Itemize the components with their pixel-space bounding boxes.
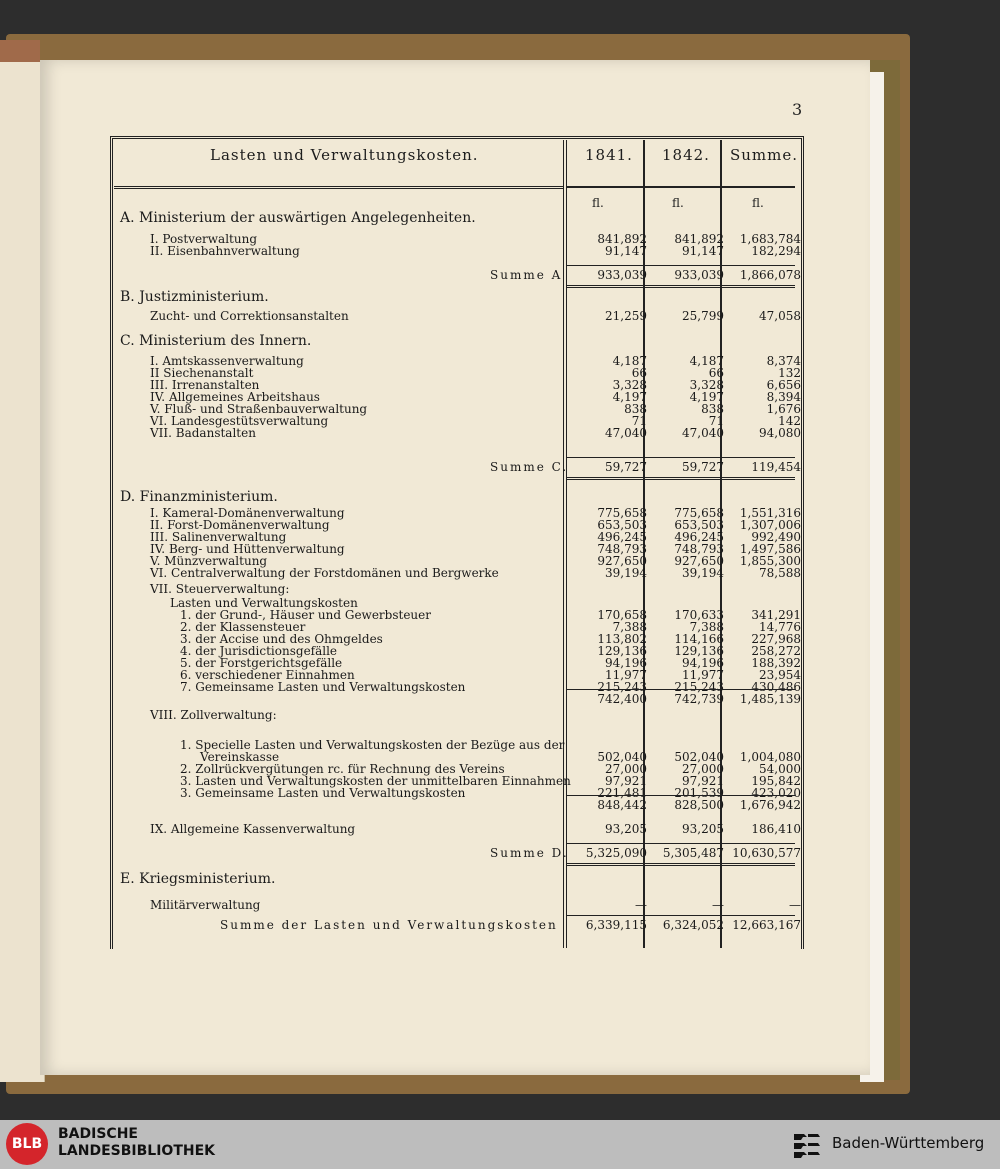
row-label: Lasten und Verwaltungskosten: [170, 596, 358, 610]
value-1841: 4,187: [612, 354, 647, 368]
value-1841: 841,892: [597, 232, 647, 246]
unit-label-summe: fl.: [752, 196, 764, 210]
row-label: Summe C.: [490, 460, 569, 474]
value-1841: 653,503: [597, 518, 647, 532]
baden-wuerttemberg-lions-icon: [790, 1128, 824, 1162]
value-summe: 132: [778, 366, 801, 380]
value-summe: 54,000: [759, 762, 801, 776]
row-label: VII. Steuerverwaltung:: [150, 582, 290, 596]
sum-double-rule: [567, 285, 795, 288]
value-summe: 6,656: [766, 378, 801, 392]
row-label: I. Amtskassenverwaltung: [150, 354, 304, 368]
value-1841: 7,388: [612, 620, 647, 634]
table-header-1842: 1842.: [662, 146, 710, 164]
value-1841: 221,481: [597, 786, 647, 800]
value-summe: 1,676: [766, 402, 801, 416]
value-1842: 25,799: [682, 309, 724, 323]
value-1841: 39,194: [605, 566, 647, 580]
unit-label-1841: fl.: [592, 196, 604, 210]
value-summe: 8,374: [766, 354, 801, 368]
value-1841: 838: [624, 402, 647, 416]
section-heading: A. Ministerium der auswärtigen Angelegenheiten.: [120, 210, 476, 226]
value-summe: 1,676,942: [739, 798, 801, 812]
value-1841: 59,727: [605, 460, 647, 474]
value-summe: 341,291: [751, 608, 801, 622]
unit-label-1842: fl.: [672, 196, 684, 210]
value-1842: 6,324,052: [662, 918, 724, 932]
viewer-footer: [0, 1120, 1000, 1169]
value-1841: 66: [631, 366, 647, 380]
value-1841: 4,197: [612, 390, 647, 404]
value-1841: —: [635, 898, 647, 912]
blb-name-line2: LANDESBIBLIOTHEK: [58, 1143, 216, 1159]
row-label: 2. Zollrückvergütungen rc. für Rechnung des Vereins: [180, 762, 505, 776]
table-header-summe: Summe.: [730, 146, 799, 164]
section-heading: B. Justizministerium.: [120, 289, 269, 305]
value-1841: 27,000: [605, 762, 647, 776]
row-label: Summe A: [490, 268, 563, 282]
page-number: 3: [792, 100, 803, 119]
row-label: II. Eisenbahnverwaltung: [150, 244, 300, 258]
row-label: V. Fluß- und Straßenbauverwaltung: [150, 402, 368, 416]
row-label: 6. verschiedener Einnahmen: [180, 668, 355, 682]
blb-library-name[interactable]: [58, 1126, 215, 1160]
value-1842: 129,136: [674, 644, 724, 658]
value-summe: 1,004,080: [739, 750, 801, 764]
row-label: Vereinskasse: [200, 750, 280, 764]
value-1842: 4,197: [689, 390, 724, 404]
value-1842: 97,921: [682, 774, 724, 788]
value-1842: 201,539: [674, 786, 724, 800]
value-summe: 430,486: [751, 680, 801, 694]
value-1841: 848,442: [597, 798, 647, 812]
sum-rule: [567, 915, 795, 916]
value-1841: 21,259: [605, 309, 647, 323]
section-heading: E. Kriegsministerium.: [120, 871, 276, 887]
value-1841: 71: [631, 414, 647, 428]
row-label: 2. der Klassensteuer: [180, 620, 306, 634]
table-header-title: Lasten und Verwaltungskosten.: [210, 146, 479, 164]
value-1842: 927,650: [674, 554, 724, 568]
row-label: VIII. Zollverwaltung:: [150, 708, 277, 722]
value-1841: 5,325,090: [585, 846, 647, 860]
value-summe: 227,968: [751, 632, 801, 646]
value-1842: 11,977: [682, 668, 724, 682]
baden-wuerttemberg-label[interactable]: Baden-Württemberg: [832, 1134, 985, 1152]
value-1841: 933,039: [597, 268, 647, 282]
row-label: Summe der Lasten und Verwaltungskosten: [220, 918, 558, 932]
value-1842: 114,166: [674, 632, 724, 646]
value-1842: 838: [701, 402, 724, 416]
row-label: Militärverwaltung: [150, 898, 261, 912]
row-label: III. Irrenanstalten: [150, 378, 260, 392]
value-1841: 94,196: [605, 656, 647, 670]
value-1842: 841,892: [674, 232, 724, 246]
value-summe: 182,294: [751, 244, 801, 258]
value-1842: 170,633: [674, 608, 724, 622]
value-1842: 828,500: [674, 798, 724, 812]
sum-rule: [567, 265, 795, 266]
value-1842: 215,243: [674, 680, 724, 694]
value-1841: 6,339,115: [585, 918, 647, 932]
row-label: II Siechenanstalt: [150, 366, 254, 380]
value-1842: 66: [708, 366, 724, 380]
value-1841: 775,658: [597, 506, 647, 520]
value-1841: 927,650: [597, 554, 647, 568]
value-summe: 423,020: [751, 786, 801, 800]
value-1842: 496,245: [674, 530, 724, 544]
value-1841: 11,977: [605, 668, 647, 682]
value-1842: 775,658: [674, 506, 724, 520]
section-heading: C. Ministerium des Innern.: [120, 333, 312, 349]
value-summe: 195,842: [751, 774, 801, 788]
document-page: [40, 60, 870, 1075]
row-label: 3. der Accise und des Ohmgeldes: [180, 632, 383, 646]
value-1841: 742,400: [597, 692, 647, 706]
value-1842: 7,388: [689, 620, 724, 634]
value-summe: 78,588: [759, 566, 801, 580]
value-1841: 215,243: [597, 680, 647, 694]
row-label: V. Münzverwaltung: [150, 554, 268, 568]
value-1841: 113,802: [597, 632, 647, 646]
value-summe: 1,485,139: [739, 692, 801, 706]
value-1841: 93,205: [605, 822, 647, 836]
row-label: IV. Allgemeines Arbeitshaus: [150, 390, 320, 404]
row-label: III. Salinenverwaltung: [150, 530, 287, 544]
sum-double-rule: [567, 863, 795, 866]
row-label: IV. Berg- und Hüttenverwaltung: [150, 542, 345, 556]
value-1842: 91,147: [682, 244, 724, 258]
row-label: 5. der Forstgerichtsgefälle: [180, 656, 343, 670]
value-summe: 186,410: [751, 822, 801, 836]
row-label: 1. Specielle Lasten und Verwaltungskosten der Bezüge aus der: [180, 738, 565, 752]
blb-name-line1: BADISCHE: [58, 1126, 138, 1142]
sum-rule: [567, 689, 795, 690]
value-1842: 4,187: [689, 354, 724, 368]
value-summe: 23,954: [759, 668, 801, 682]
value-1842: 94,196: [682, 656, 724, 670]
row-label: IX. Allgemeine Kassenverwaltung: [150, 822, 356, 836]
column-divider-1841: [563, 140, 567, 948]
value-1842: 502,040: [674, 750, 724, 764]
value-summe: —: [789, 898, 801, 912]
row-label: VI. Landesgestütsverwaltung: [150, 414, 329, 428]
value-summe: 14,776: [759, 620, 801, 634]
value-1842: 742,739: [674, 692, 724, 706]
row-label: I. Postverwaltung: [150, 232, 258, 246]
row-label: II. Forst-Domänenverwaltung: [150, 518, 330, 532]
value-1842: 748,793: [674, 542, 724, 556]
value-1842: 59,727: [682, 460, 724, 474]
value-summe: 94,080: [759, 426, 801, 440]
row-label: VI. Centralverwaltung der Forstdomänen und Bergwerke: [150, 566, 499, 580]
value-1841: 3,328: [612, 378, 647, 392]
sum-double-rule: [567, 477, 795, 480]
sum-rule: [567, 457, 795, 458]
value-1841: 170,658: [597, 608, 647, 622]
value-1841: 91,147: [605, 244, 647, 258]
value-1842: 93,205: [682, 822, 724, 836]
value-summe: 47,058: [759, 309, 801, 323]
value-1842: 71: [708, 414, 724, 428]
value-summe: 8,394: [766, 390, 801, 404]
row-label: 7. Gemeinsame Lasten und Verwaltungskosten: [180, 680, 466, 694]
row-label: 1. der Grund-, Häuser und Gewerbsteuer: [180, 608, 431, 622]
row-label: 3. Lasten und Verwaltungskosten der unmittelbaren Einnahmen: [180, 774, 571, 788]
value-1842: —: [712, 898, 724, 912]
row-label: VII. Badanstalten: [150, 426, 256, 440]
value-summe: 10,630,577: [732, 846, 801, 860]
left-page-edge: [0, 62, 45, 1082]
value-1841: 502,040: [597, 750, 647, 764]
value-summe: 1,683,784: [739, 232, 801, 246]
row-label: Summe D.: [490, 846, 569, 860]
value-1841: 47,040: [605, 426, 647, 440]
value-summe: 1,855,300: [739, 554, 801, 568]
row-label: 3. Gemeinsame Lasten und Verwaltungskosten: [180, 786, 466, 800]
value-summe: 1,551,316: [739, 506, 801, 520]
value-1841: 97,921: [605, 774, 647, 788]
table-header-1841: 1841.: [585, 146, 633, 164]
value-summe: 188,392: [751, 656, 801, 670]
section-heading: D. Finanzministerium.: [120, 489, 278, 505]
value-1842: 5,305,487: [662, 846, 724, 860]
row-label: 4. der Jurisdictionsgefälle: [180, 644, 338, 658]
blb-logo-badge[interactable]: BLB: [6, 1123, 48, 1165]
value-1841: 129,136: [597, 644, 647, 658]
value-1842: 27,000: [682, 762, 724, 776]
value-summe: 1,497,586: [739, 542, 801, 556]
value-summe: 1,307,006: [739, 518, 801, 532]
sum-rule: [567, 795, 795, 796]
value-1842: 39,194: [682, 566, 724, 580]
row-label: Zucht- und Correktionsanstalten: [150, 309, 349, 323]
header-rule-values: [567, 186, 795, 188]
value-1842: 653,503: [674, 518, 724, 532]
value-1841: 496,245: [597, 530, 647, 544]
value-summe: 119,454: [751, 460, 801, 474]
value-summe: 142: [778, 414, 801, 428]
value-summe: 258,272: [751, 644, 801, 658]
value-summe: 12,663,167: [732, 918, 801, 932]
value-1841: 748,793: [597, 542, 647, 556]
value-summe: 1,866,078: [739, 268, 801, 282]
header-rule: [114, 186, 564, 189]
value-1842: 3,328: [689, 378, 724, 392]
value-1842: 47,040: [682, 426, 724, 440]
value-1842: 933,039: [674, 268, 724, 282]
row-label: I. Kameral-Domänenverwaltung: [150, 506, 345, 520]
sum-rule: [567, 843, 795, 844]
value-summe: 992,490: [751, 530, 801, 544]
